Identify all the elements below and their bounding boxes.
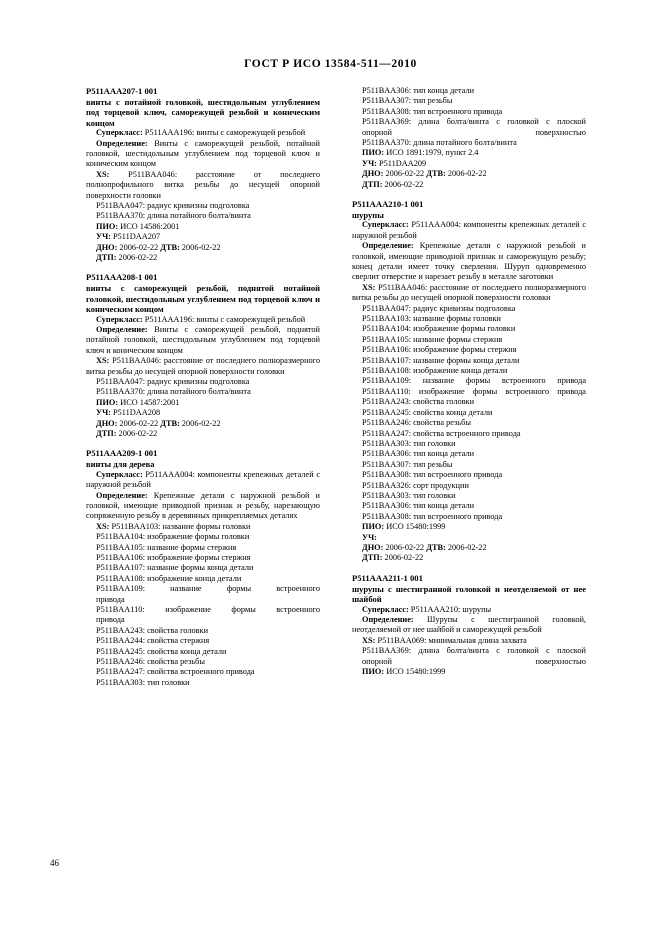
block-spacer [86, 439, 320, 448]
entry-line [86, 408, 320, 418]
entry-field-value: P511BAA108: изображение конца детали [96, 573, 242, 583]
entry-line [86, 657, 320, 667]
entry-field-label: ДТП: [96, 429, 117, 438]
entry-field-label: УЧ: [362, 158, 377, 168]
entry-field-label: ДНО: [362, 542, 384, 552]
entry-field-label: УЧ: [96, 408, 111, 418]
entry-field-value: P511BAA369: длина болта/винта с головкой с плоской опорной поверхностью [362, 117, 586, 137]
entry-field-value: P511BAA046: расстояние от последнего полнопрофильного витка резьбы до несущей опорной поверхности головки [86, 169, 320, 200]
entry-field-label: ПИО: [362, 522, 385, 532]
entry-field-label: Суперкласс: [96, 314, 143, 324]
entry-field-value: 2006-02-22 [382, 553, 424, 563]
entry-field-value: P511BAA303: тип головки [96, 677, 190, 687]
entry-field-value: P511AAA004: компоненты крепежных деталей с наружной резьбой [86, 469, 320, 490]
entry-field-value: P511BAA106: изображение формы стержня [362, 345, 517, 355]
entry-line [352, 646, 586, 667]
entry-field-label: Суперкласс: [362, 604, 409, 614]
entry-line [352, 335, 586, 345]
entry-code: P511AAA207-1 001 [86, 86, 158, 96]
entry-field-value: P511BAA110: изображение формы встроенного привода [362, 386, 586, 396]
entry-field-value: P511BAA244: свойства стержня [96, 636, 210, 646]
entry-field-value: P511BAA245: свойства конца детали [362, 407, 493, 417]
entry-field-label: ДНО: [96, 418, 118, 428]
entry-field-value: P511BAA246: свойства резьбы [362, 418, 471, 428]
entry-field-value: P511BAA247: свойства встроенного привода [362, 428, 521, 438]
entry-field-value: P511BAA107: название формы конца детали [362, 355, 520, 365]
entry-field-value: ИСО 15480:1999 [384, 666, 446, 676]
entry-field-value: 2006-02-22 [117, 242, 161, 252]
entry-line [86, 170, 320, 201]
entry-line [352, 408, 586, 418]
entry-field-value: P511BAA306: тип конца детали [362, 449, 475, 459]
two-column-body [86, 86, 586, 688]
entry-field-value: P511BAA326: сорт продукции [362, 480, 469, 490]
entry-line [86, 243, 320, 253]
entry-line [86, 387, 320, 397]
entry-field-value: ИСО 14587:2001 [118, 397, 180, 407]
entry-line [352, 605, 586, 615]
entry-field-value: 2006-02-22 [116, 429, 158, 438]
entry-field-label: ДТП: [362, 179, 383, 189]
entry-field-value: P511BAA103: название формы головки [362, 314, 501, 324]
entry-line [86, 356, 320, 377]
entry-field-value: 2006-02-22 [445, 169, 487, 179]
entry-field-value: ИСО 14586:2001 [118, 221, 180, 231]
entry-field-value: P511BAA370: длина потайного болта/винта [96, 387, 251, 397]
entry-field-value: P511DAA209 [376, 158, 427, 168]
entry-line [352, 615, 586, 636]
entry-field-value: P511DAA208 [110, 408, 161, 418]
entry-field-label: Определение: [362, 614, 414, 624]
block-spacer [352, 564, 586, 573]
entry-line [352, 418, 586, 428]
entry-field-value: P511BAA047: радиус кривизны подголовка [96, 200, 250, 210]
entry-field-value: 2006-02-22 [445, 542, 487, 552]
entry-field-value: P511BAA243: свойства головки [96, 625, 209, 635]
entry-line [86, 491, 320, 522]
entry-line [352, 449, 586, 459]
right-column [352, 86, 586, 688]
entry-field-value: P511BAA306: тип конца детали [362, 86, 475, 95]
entry-field-value: Винты с саморежущей резьбой, потайной головкой, шестидольным углублением под торцевой ключ и коническим концом [86, 138, 320, 169]
entry-line [352, 387, 586, 397]
entry-block [86, 448, 320, 688]
entry-line [86, 605, 320, 615]
entry-line [352, 241, 586, 283]
entry-field-label: ДТП: [362, 553, 383, 563]
entry-line [86, 253, 320, 263]
entry-field-value: P511BAA308: тип встроенного привода [362, 106, 503, 116]
entry-block [86, 86, 320, 263]
entry-field-label: Определение: [362, 241, 414, 251]
entry-line [352, 667, 586, 677]
entry-field-value: P511BAA245: свойства конца детали [96, 646, 227, 656]
entry-field-value: P511BAA104: изображение формы головки [362, 324, 516, 334]
entry-line [352, 553, 586, 563]
entry-field-value: P511BAA110: изображение формы встроенного [96, 605, 320, 614]
entry-field-value: P511BAA307: тип резьбы [362, 96, 453, 106]
entry-line [352, 543, 586, 553]
entry-field-value: P511BAA103: название формы головки [109, 521, 251, 531]
entry-line [352, 283, 586, 304]
entry-title: винты с потайной головкой, шестидольным углублением под торцевой ключ, саморежущей резьбой и коническим концом [86, 96, 320, 128]
entry-line [352, 512, 586, 522]
entry-line [352, 470, 586, 480]
entry-line [352, 180, 586, 190]
entry-field-label: XS: [96, 356, 110, 366]
entry-line [86, 325, 320, 356]
entry-line [352, 501, 586, 511]
entry-line [352, 304, 586, 314]
entry-field-value: P511BAA109: название формы встроенного привода [362, 376, 586, 386]
entry-code: P511AAA208-1 001 [86, 272, 158, 283]
entry-field-value: P511BAA106: изображение формы стержня [96, 552, 251, 562]
entry-line [352, 522, 586, 532]
entry-field-value: P511BAA303: тип головки [362, 490, 456, 500]
entry-field-value: Крепежные детали с наружной резьбой и головкой, имеющие приводной признак и саморежущую резьбу; конец детали имеет точку сверления. Шуруп одновременно сверлит отверстие и нарезает резьбу в металле заготовки [352, 241, 586, 282]
entry-line [352, 220, 586, 241]
entry-field-value: P511BAA047: радиус кривизны подголовка [362, 303, 516, 313]
entry-line [86, 647, 320, 657]
entry-field-value: P511BAA307: тип резьбы [362, 459, 453, 469]
entry-field-value: P511BAA108: изображение конца детали [362, 366, 508, 376]
entry-field-label: XS: [96, 169, 110, 179]
entry-field-value: 2006-02-22 [382, 179, 424, 189]
entry-block [352, 573, 586, 678]
entry-line [352, 86, 586, 96]
entry-line [86, 470, 320, 491]
entry-field-label: ДТВ: [160, 418, 180, 428]
entry-line [352, 148, 586, 158]
entry-field-value: P511BAA109: название формы встроенного [96, 584, 320, 594]
entry-line [86, 595, 320, 605]
block-spacer [86, 263, 320, 272]
entry-line [352, 533, 586, 543]
entry-field-value: P511BAA303: тип головки [362, 438, 456, 448]
entry-field-value: P511BAA046: расстояние от последнего полноразмерного витка резьбы до несущей опорной поверхности головки [352, 282, 586, 303]
entry-line [352, 107, 586, 117]
entry-line [86, 139, 320, 170]
entry-field-value: 2006-02-22 [179, 418, 221, 428]
entry-line [86, 636, 320, 646]
entry-line [352, 397, 586, 407]
block-spacer [352, 190, 586, 199]
entry-field-label: ПИО: [96, 221, 119, 231]
entry-field-value: P511AAA210: шурупы [408, 604, 492, 614]
entry-line [86, 128, 320, 138]
entry-field-value: ИСО 15480:1999 [384, 522, 446, 532]
entry-field-value: P511BAA243: свойства головки [362, 397, 475, 407]
left-column [86, 86, 320, 688]
entry-line [86, 377, 320, 387]
entry-field-value: привода [96, 594, 125, 604]
page-number: 46 [50, 858, 59, 868]
entry-title: шурупы [352, 209, 384, 220]
entry-code: P511AAA211-1 001 [352, 572, 423, 583]
entry-code: P511AAA209-1 001 [86, 448, 158, 459]
entry-line [86, 522, 320, 532]
entry-field-label: XS: [96, 521, 110, 531]
entry-field-value: P511BAA047: радиус кривизны подголовка [96, 376, 250, 386]
entry-field-value: Винты с саморежущей резьбой, поднятой потайной головкой, шестидольным углублением под торцевой ключ и коническим концом [86, 324, 320, 355]
entry-line [352, 169, 586, 179]
entry-field-value: P511AAA004: компоненты крепежных деталей с наружной резьбой [352, 220, 586, 240]
entry-line [352, 345, 586, 355]
entry-field-label: XS: [362, 282, 376, 292]
entry-line [86, 563, 320, 573]
entry-line [352, 366, 586, 376]
entry-block [86, 272, 320, 439]
entry-field-value: P511BAA306: тип конца детали [362, 501, 475, 511]
entry-line [352, 356, 586, 366]
entry-line [352, 314, 586, 324]
entry-line [352, 429, 586, 439]
entry-line [86, 419, 320, 429]
entry-code: P511AAA210-1 001 [352, 199, 424, 210]
entry-line [352, 138, 586, 148]
entry-line [352, 481, 586, 491]
entry-field-value: P511DAA207 [110, 232, 161, 242]
entry-line [352, 376, 586, 386]
entry-line [86, 667, 320, 677]
entry-line [352, 636, 586, 646]
entry-field-value: P511BAA246: свойства резьбы [96, 657, 205, 667]
entry-line [86, 201, 320, 211]
entry-line [86, 232, 320, 242]
entry-field-value: P511BAA069: минимальная длина захвата [375, 635, 527, 645]
entry-line [86, 222, 320, 232]
entry-field-value: привода [96, 615, 125, 625]
entry-line [86, 398, 320, 408]
entry-field-label: ПИО: [362, 666, 385, 676]
entry-field-label: Определение: [96, 490, 148, 500]
entry-field-label: ПИО: [362, 148, 385, 158]
entry-field-value: P511BAA104: изображение формы головки [96, 532, 250, 542]
entry-line [86, 626, 320, 636]
entry-field-value: P511BAA105: название формы стержня [96, 542, 237, 552]
page-header: ГОСТ Р ИСО 13584-511—2010 [244, 58, 417, 70]
entry-line [352, 96, 586, 106]
entry-field-value: Шурупы с шестигранной головкой, неотделяемой от нее шайбой и саморежущей резьбой [352, 614, 586, 635]
entry-line [352, 159, 586, 169]
entry-field-value: 2006-02-22 [117, 418, 161, 428]
entry-line [86, 553, 320, 563]
entry-field-label: Суперкласс: [96, 469, 143, 479]
entry-field-value: 2006-02-22 [116, 253, 158, 262]
entry-field-value: 2006-02-22 [383, 169, 427, 179]
entry-field-value: P511BAA370: длина потайного болта/винта [362, 138, 517, 148]
entry-field-label: ДТП: [96, 253, 117, 262]
entry-field-value: P511BAA308: тип встроенного привода [362, 470, 503, 480]
entry-field-value: P511BAA107: название формы конца детали [96, 563, 254, 573]
entry-field-label: УЧ: [96, 232, 111, 242]
entry-field-value: 2006-02-22 [179, 242, 221, 252]
entry-field-value: 2006-02-22 [383, 542, 427, 552]
entry-block [352, 86, 586, 190]
entry-line [352, 117, 586, 138]
entry-line [352, 460, 586, 470]
entry-field-label: Определение: [96, 324, 148, 334]
entry-field-value: P511BAA105: название формы стержня [362, 334, 503, 344]
entry-field-label: УЧ: [362, 532, 377, 542]
entry-field-value: ИСО 1891:1979, пункт 2.4 [384, 148, 479, 158]
entry-line [86, 574, 320, 584]
entry-line [86, 532, 320, 542]
entry-field-value: P511BAA370: длина потайного болта/винта [96, 211, 251, 221]
entry-line [86, 678, 320, 688]
entry-field-value: P511AAA196: винты с саморежущей резьбой [142, 128, 306, 138]
entry-field-label: ДТВ: [160, 242, 180, 252]
entry-field-label: Суперкласс: [362, 220, 409, 230]
entry-line [86, 429, 320, 439]
entry-title: винты для дерева [86, 459, 155, 470]
entry-field-label: XS: [362, 635, 376, 645]
entry-line [86, 615, 320, 625]
entry-line [86, 211, 320, 221]
entry-line [352, 324, 586, 334]
entry-line [86, 584, 320, 594]
entry-field-value: P511BAA247: свойства встроенного привода [96, 667, 255, 677]
entry-field-label: ДНО: [362, 169, 384, 179]
entry-block [352, 199, 586, 564]
entry-field-label: ПИО: [96, 397, 119, 407]
entry-field-value: P511AAA196: винты с саморежущей резьбой [142, 314, 306, 324]
entry-field-label: ДНО: [96, 242, 118, 252]
entry-title: винты с саморежущей резьбой, поднятой потайной головкой, шестидольным углублением под торцевой ключ и коническим концом [86, 283, 320, 315]
entry-field-label: Суперкласс: [96, 128, 143, 138]
entry-line [352, 491, 586, 501]
entry-field-value: P511BAA046: расстояние от последнего полноразмерного витка резьбы до несущей опорной поверхности головки [86, 356, 320, 376]
entry-field-label: ДТВ: [426, 542, 446, 552]
entry-field-value: Крепежные детали с наружной резьбой и головкой, имеющие приводной признак и резьбу, нарезающую сопряженную резьбу в деревянных прикрепляемых деталях [86, 490, 320, 521]
entry-field-value: P511BAA308: тип встроенного привода [362, 511, 503, 521]
entry-field-label: ДТВ: [426, 169, 446, 179]
entry-title: шурупы с шестигранной головкой и неотделяемой от нее шайбой [352, 583, 586, 605]
entry-line [86, 315, 320, 325]
entry-line [352, 439, 586, 449]
entry-field-value: P511BAA369: длина болта/винта с головкой с плоской опорной поверхностью [362, 646, 586, 666]
entry-line [86, 543, 320, 553]
entry-field-label: Определение: [96, 138, 148, 148]
